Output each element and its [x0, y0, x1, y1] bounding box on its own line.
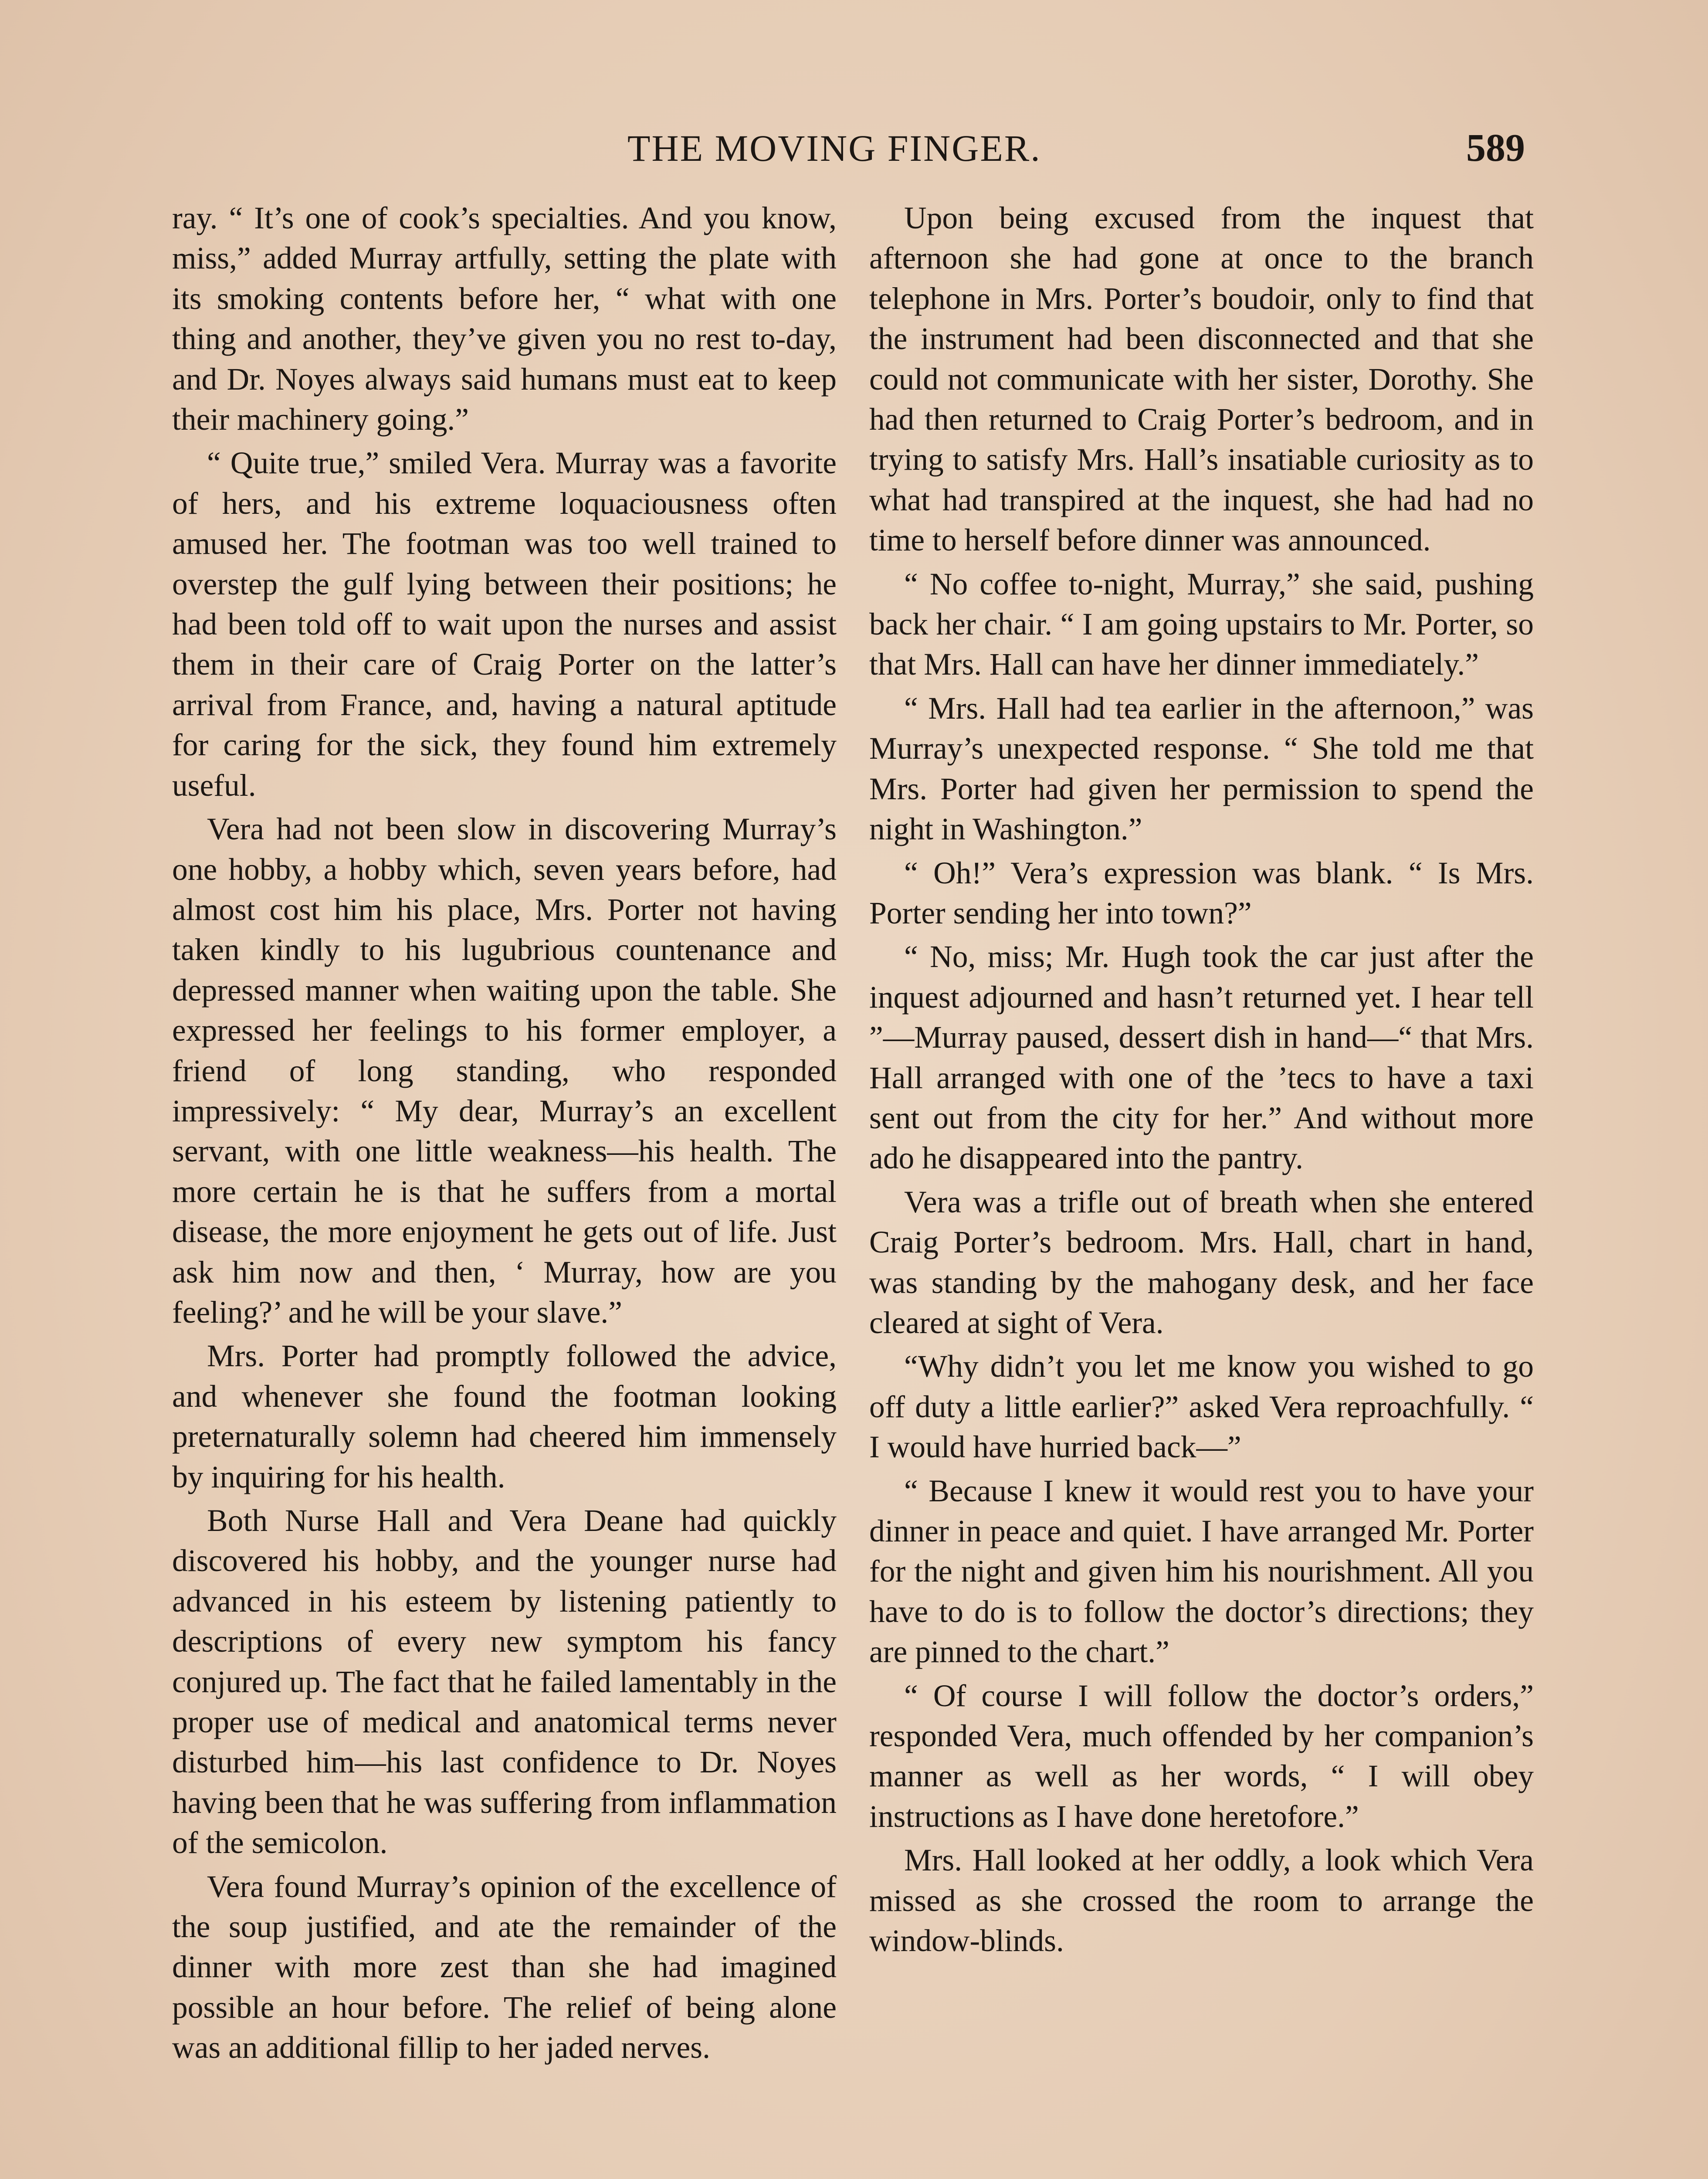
left-column: [172, 198, 837, 2068]
right-column: [869, 198, 1534, 1961]
running-head-title: THE MOVING FINGER.: [627, 127, 1041, 169]
paragraph: Mrs. Porter had promptly followed the advice, and whenever she found the footman looking preternaturally solemn had cheered him immensely by inquiring for his health.: [172, 1339, 837, 1494]
paragraph: Vera was a trifle out of breath when she entered Craig Porter’s bedroom. Mrs. Hall, chart in hand, was standing by the mahogany desk, and her face cleared at sight of Vera.: [869, 1185, 1534, 1340]
paragraph: Both Nurse Hall and Vera Deane had quickly discovered his hobby, and the younger nurse had advanced in his esteem by listening patiently to descriptions of every new symptom his fancy conjured up. The fact that he failed lamentably in the proper use of medical and anatomical terms never disturbed him—his last confidence to Dr. Noyes having been that he was suffering from inflammation of the semicolon.: [172, 1504, 837, 1860]
paragraph: “ Of course I will follow the doctor’s orders,” responded Vera, much offended by her companion’s manner as well as her words, “ I will obey instructions as I have done heretofore.”: [869, 1678, 1534, 1834]
page-number: 589: [1466, 126, 1525, 170]
paragraph: Upon being excused from the inquest that afternoon she had gone at once to the branch telephone in Mrs. Porter’s boudoir, only to find that the instrument had been disconnected and that she could not communicate with her sister, Dorothy. She had then returned to Craig Porter’s bedroom, and in trying to satisfy Mrs. Hall’s insatiable curiosity as to what had transpired at the inquest, she had had no time to herself before dinner was announced.: [869, 201, 1534, 558]
paragraph: “ Quite true,” smiled Vera. Murray was a favorite of hers, and his extreme loquaciousness often amused her. The footman was too well trained to overstep the gulf lying between their positions; he had been told off to wait upon the nurses and assist them in their care of Craig Porter on the latter’s arrival from France, and, having a natural aptitude for caring for the sick, they found him extremely useful.: [172, 446, 837, 803]
paragraph: Vera had not been slow in discovering Murray’s one hobby, a hobby which, seven years before, had almost cost him his place, Mrs. Porter not having taken kindly to his lugubrious countenance and depressed manner when waiting upon the table. She expressed her feelings to his former employer, a friend of long standing, who responded impressively: “ My dear, Murray’s an excellent servant, with one little weakness—his health. The more certain he is that he suffers from a mortal disease, the more enjoyment he gets out of life. Just ask him now and then, ‘ Murray, how are you feeling?’ and he will be your slave.”: [172, 812, 837, 1330]
paragraph: “ Oh!” Vera’s expression was blank. “ Is Mrs. Porter sending her into town?”: [869, 855, 1534, 930]
paragraph: “ Because I knew it would rest you to have your dinner in peace and quiet. I have arranged Mr. Porter for the night and given him his nourishment. All you have to do is to follow the doctor’s directions; they are pinned to the chart.”: [869, 1473, 1534, 1670]
paragraph: Mrs. Hall looked at her oddly, a look which Vera missed as she crossed the room to arrange the window-blinds.: [869, 1843, 1534, 1958]
paragraph: “Why didn’t you let me know you wished to go off duty a little earlier?” asked Vera reproachfully. “ I would have hurried back—”: [869, 1349, 1534, 1465]
paragraph: “ No, miss; Mr. Hugh took the car just after the inquest adjourned and hasn’t returned yet. I hear tell ”—Murray paused, dessert dish in hand—“ that Mrs. Hall arranged with one of the ’tecs to have a taxi sent out from the city for her.” And without more ado he disappeared into the pantry.: [869, 940, 1534, 1176]
paragraph: “ No coffee to-night, Murray,” she said, pushing back her chair. “ I am going upstairs to Mr. Porter, so that Mrs. Hall can have her dinner immediately.”: [869, 567, 1534, 682]
paragraph: ray. “ It’s one of cook’s specialties. And you know, miss,” added Murray artfully, setting the plate with its smoking contents before her, “ what with one thing and another, they’ve given you no rest to-day, and Dr. Noyes always said humans must eat to keep their machinery going.”: [172, 201, 837, 437]
paragraph: “ Mrs. Hall had tea earlier in the afternoon,” was Murray’s unexpected response. “ She told me that Mrs. Porter had given her permission to spend the night in Washington.”: [869, 691, 1534, 847]
paragraph: Vera found Murray’s opinion of the excellence of the soup justified, and ate the remainder of the dinner with more zest than she had imagined possible an hour before. The relief of being alone was an additional fillip to her jaded nerves.: [172, 1869, 837, 2065]
